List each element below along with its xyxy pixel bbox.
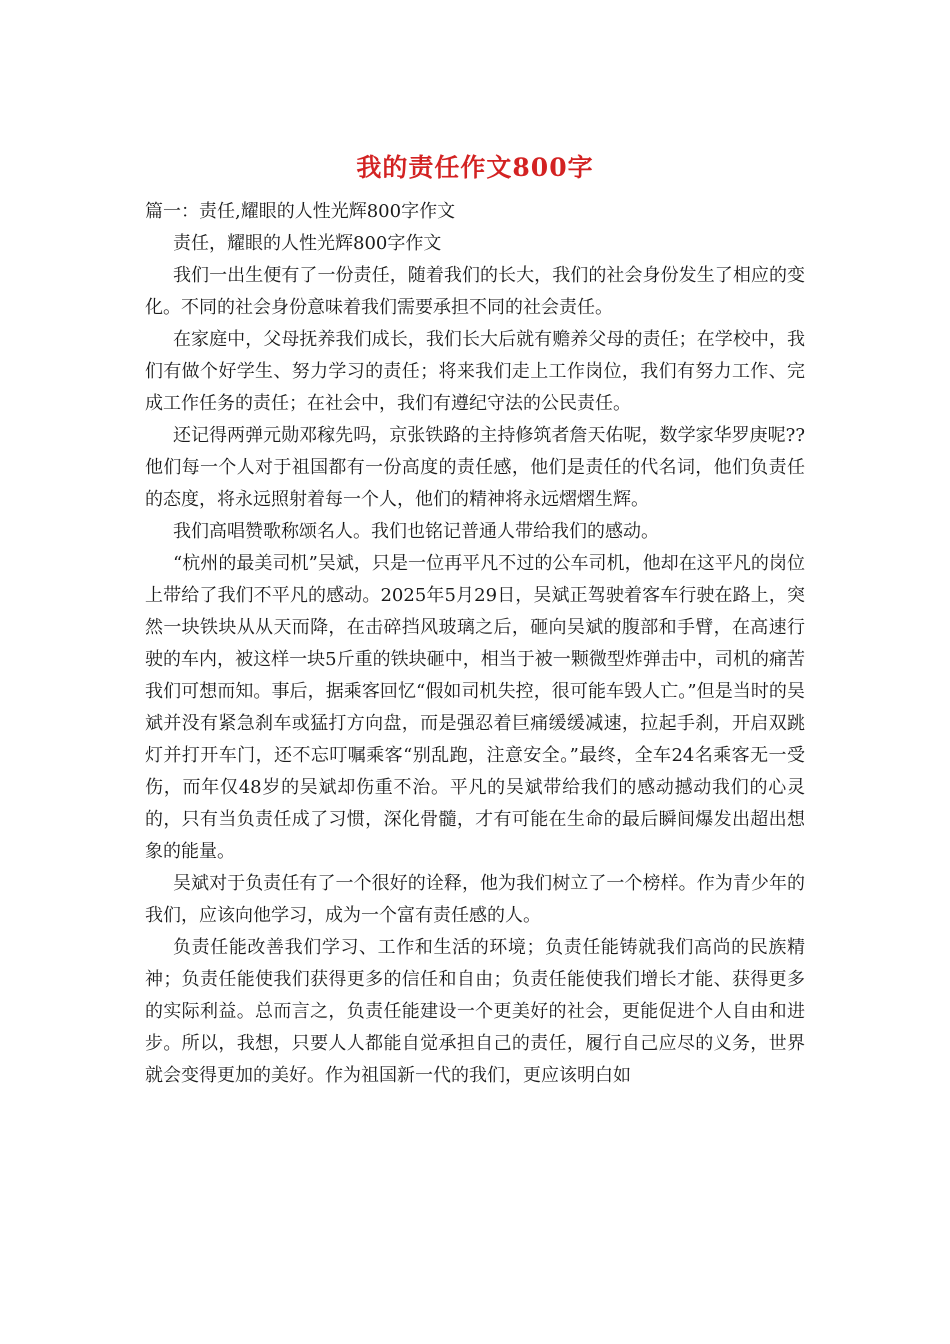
body-paragraph: “杭州的最美司机”吴斌，只是一位再平凡不过的公车司机，他却在这平凡的岗位上带给了我们不平凡的感动。2025年5月29日，吴斌正驾驶着客车行驶在路上，突然一块铁块从从天而降，在击碎挡风玻璃之后，砸向吴斌的腹部和手臂，在高速行驶的车内，被这样一块5斤重的铁块砸中，相当于被一颗微型炸弹击中，司机的痛苦我们可想而知。事后，据乘客回忆“假如司机失控，很可能车毁人亡。”但是当时的吴斌并没有紧急刹车或猛打方向盘，而是强忍着巨痛缓缓减速，拉起手刹，开启双跳灯并打开车门，还不忘叮嘱乘客“别乱跑，注意安全。”最终，全车24名乘客无一受伤，而年仅48岁的吴斌却伤重不治。平凡的吴斌带给我们的感动撼动我们的心灵的，只有当负责任成了习惯，深化骨髓，才有可能在生命的最后瞬间爆发出超出想象的能量。 [145,553,805,862]
body-paragraph: 吴斌对于负责任有了一个很好的诠释，他为我们树立了一个榜样。作为青少年的我们，应该向他学习，成为一个富有责任感的人。 [145,873,805,926]
body-paragraph: 我们一出生便有了一份责任，随着我们的长大，我们的社会身份发生了相应的变化。不同的社会身份意味着我们需要承担不同的社会责任。 [145,265,805,318]
document-title: 我的责任作文800字 [356,153,594,182]
essay-title: 责任，耀眼的人性光辉800字作文 [173,233,442,254]
document-body [145,196,805,1092]
section-heading: 篇一：责任,耀眼的人性光辉800字作文 [145,201,456,222]
body-paragraph: 在家庭中，父母抚养我们成长，我们长大后就有赡养父母的责任；在学校中，我们有做个好学生、努力学习的责任；将来我们走上工作岗位，我们有努力工作、完成工作任务的责任；在社会中，我们有遵纪守法的公民责任。 [145,329,805,414]
body-paragraph: 负责任能改善我们学习、工作和生活的环境；负责任能铸就我们高尚的民族精神；负责任能使我们获得更多的信任和自由；负责任能使我们增长才能、获得更多的实际利益。总而言之，负责任能建设一个更美好的社会，更能促进个人自由和进步。所以，我想，只要人人都能自觉承担自己的责任，履行自己应尽的义务，世界就会变得更加的美好。作为祖国新一代的我们，更应该明白如 [145,937,805,1086]
body-paragraph: 我们高唱赞歌称颂名人。我们也铭记普通人带给我们的感动。 [173,521,659,542]
body-paragraph: 还记得两弹元勋邓稼先吗，京张铁路的主持修筑者詹天佑呢，数学家华罗庚呢??他们每一个人对于祖国都有一份高度的责任感，他们是责任的代名词，他们负责任的态度，将永远照射着每一个人，他们的精神将永远熠熠生辉。 [145,425,805,510]
